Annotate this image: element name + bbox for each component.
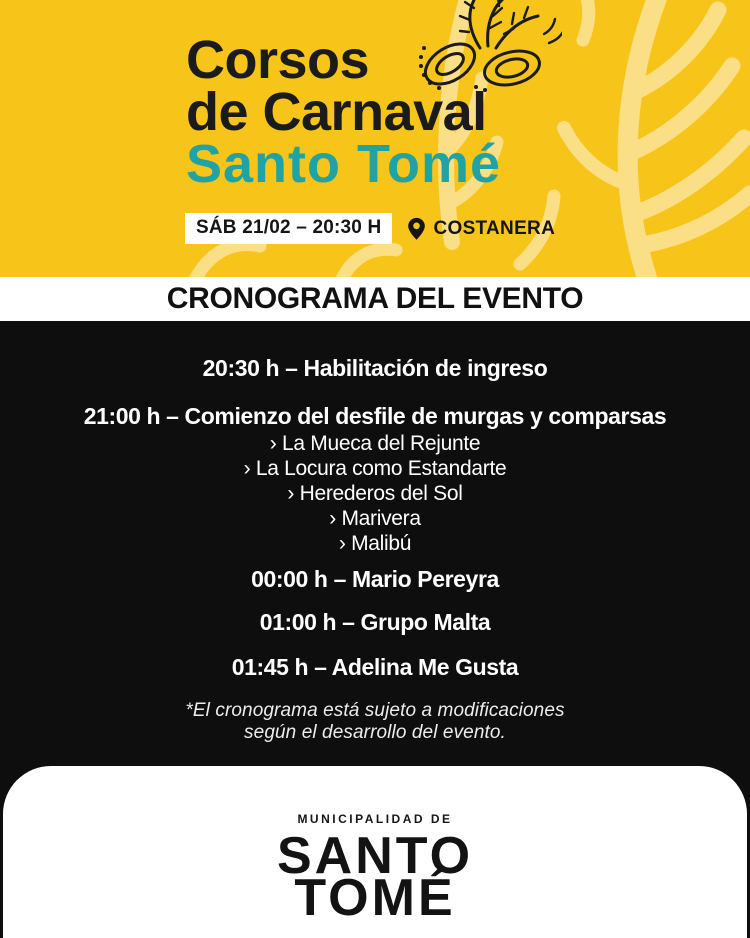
logo-line-2: TOMÉ — [294, 869, 456, 927]
header-section — [0, 0, 750, 277]
logo-line-1: SANTO — [276, 827, 474, 885]
title-line-3: Santo Tomé — [186, 134, 502, 194]
lineup-item: › Herederos del Sol — [287, 482, 463, 505]
section-title: CRONOGRAMA DEL EVENTO — [166, 282, 584, 315]
lineup-item: › La Locura como Estandarte — [243, 457, 507, 480]
municipality-label: MUNICIPALIDAD DE — [297, 812, 453, 826]
lineup-item: › Malibú — [338, 532, 412, 555]
section-band — [0, 277, 750, 321]
schedule-entry: 01:00 h – Grupo Malta — [259, 609, 491, 635]
lineup-item: › La Mueca del Rejunte — [269, 432, 481, 455]
schedule-entry: 20:30 h – Habilitación de ingreso — [202, 355, 548, 381]
murgas-lineup-list — [244, 431, 507, 556]
title-line-1: Corsos — [186, 30, 370, 90]
date-time-badge: SÁB 21/02 – 20:30 H — [185, 213, 392, 244]
event-meta-row — [185, 213, 555, 244]
disclaimer-line-1: *El cronograma está sujeto a modificaciones — [185, 700, 565, 721]
schedule-entry: 01:45 h – Adelina Me Gusta — [231, 654, 519, 680]
event-location — [407, 217, 555, 241]
schedule-entry: 00:00 h – Mario Pereyra — [251, 566, 499, 592]
event-title — [186, 30, 502, 194]
santo-tome-logo — [276, 827, 474, 927]
title-line-2: de Carnaval — [186, 82, 487, 142]
lineup-item: › Marivera — [329, 507, 421, 530]
location-pin-icon — [407, 217, 426, 241]
schedule-disclaimer — [185, 700, 564, 744]
disclaimer-line-2: según el desarrollo del evento. — [244, 722, 506, 743]
location-label: COSTANERA — [433, 217, 556, 239]
footer-card — [3, 766, 747, 938]
schedule-section — [0, 321, 750, 766]
schedule-entry: 21:00 h – Comienzo del desfile de murgas y comparsas — [83, 403, 667, 429]
